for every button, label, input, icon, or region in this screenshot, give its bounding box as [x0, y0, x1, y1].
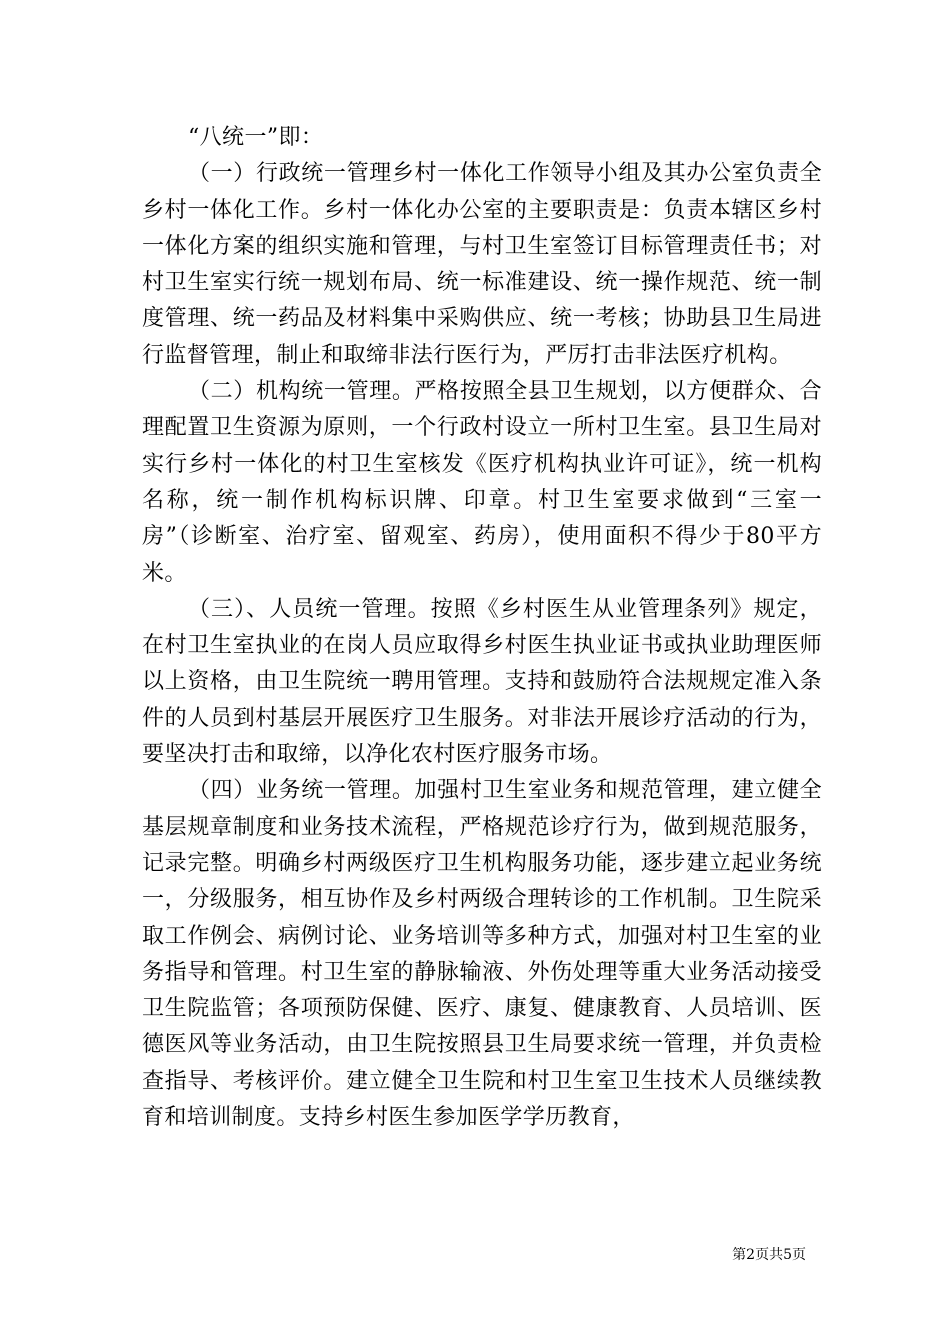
- document-body: [142, 120, 822, 1136]
- paragraph-institution: （二）机构统一管理。严格按照全县卫生规划，以方便群众、合理配置卫生资源为原则，一个行政村设立一所村卫生室。县卫生局对实行乡村一体化的村卫生室核发《医疗机构执业许可证》，统一机构名称，统一制作机构标识牌、印章。村卫生室要求做到“三室一房”（诊断室、治疗室、留观室、药房），使用面积不得少于80平方米。: [142, 379, 822, 586]
- paragraph-intro: “八统一”即：: [188, 125, 324, 150]
- paragraph-administration: （一）行政统一管理乡村一体化工作领导小组及其办公室负责全乡村一体化工作。乡村一体化办公室的主要职责是：负责本辖区乡村一体化方案的组织实施和管理，与村卫生室签订目标管理责任书；对村卫生室实行统一规划布局、统一标准建设、统一操作规范、统一制度管理、统一药品及材料集中采购供应、统一考核；协助县卫生局进行监督管理，制止和取缔非法行医行为，严厉打击非法医疗机构。: [142, 161, 822, 368]
- page-number-footer: 第2页共5页: [732, 1247, 806, 1263]
- paragraph-business: （四）业务统一管理。加强村卫生室业务和规范管理，建立健全基层规章制度和业务技术流程，严格规范诊疗行为，做到规范服务，记录完整。明确乡村两级医疗卫生机构服务功能，逐步建立起业务统一，分级服务，相互协作及乡村两级合理转诊的工作机制。卫生院采取工作例会、病例讨论、业务培训等多种方式，加强对村卫生室的业务指导和管理。村卫生室的静脉输液、外伤处理等重大业务活动接受卫生院监管；各项预防保健、医疗、康复、健康教育、人员培训、医德医风等业务活动，由卫生院按照县卫生局要求统一管理，并负责检查指导、考核评价。建立健全卫生院和村卫生室卫生技术人员继续教育和培训制度。支持乡村医生参加医学学历教育，: [142, 778, 822, 1131]
- paragraph-personnel: （三）、人员统一管理。按照《乡村医生从业管理条列》规定，在村卫生室执业的在岗人员应取得乡村医生执业证书或执业助理医师以上资格，由卫生院统一聘用管理。支持和鼓励符合法规规定准入条件的人员到村基层开展医疗卫生服务。对非法开展诊疗活动的行为，要坚决打击和取缔，以净化农村医疗服务市场。: [142, 596, 822, 768]
